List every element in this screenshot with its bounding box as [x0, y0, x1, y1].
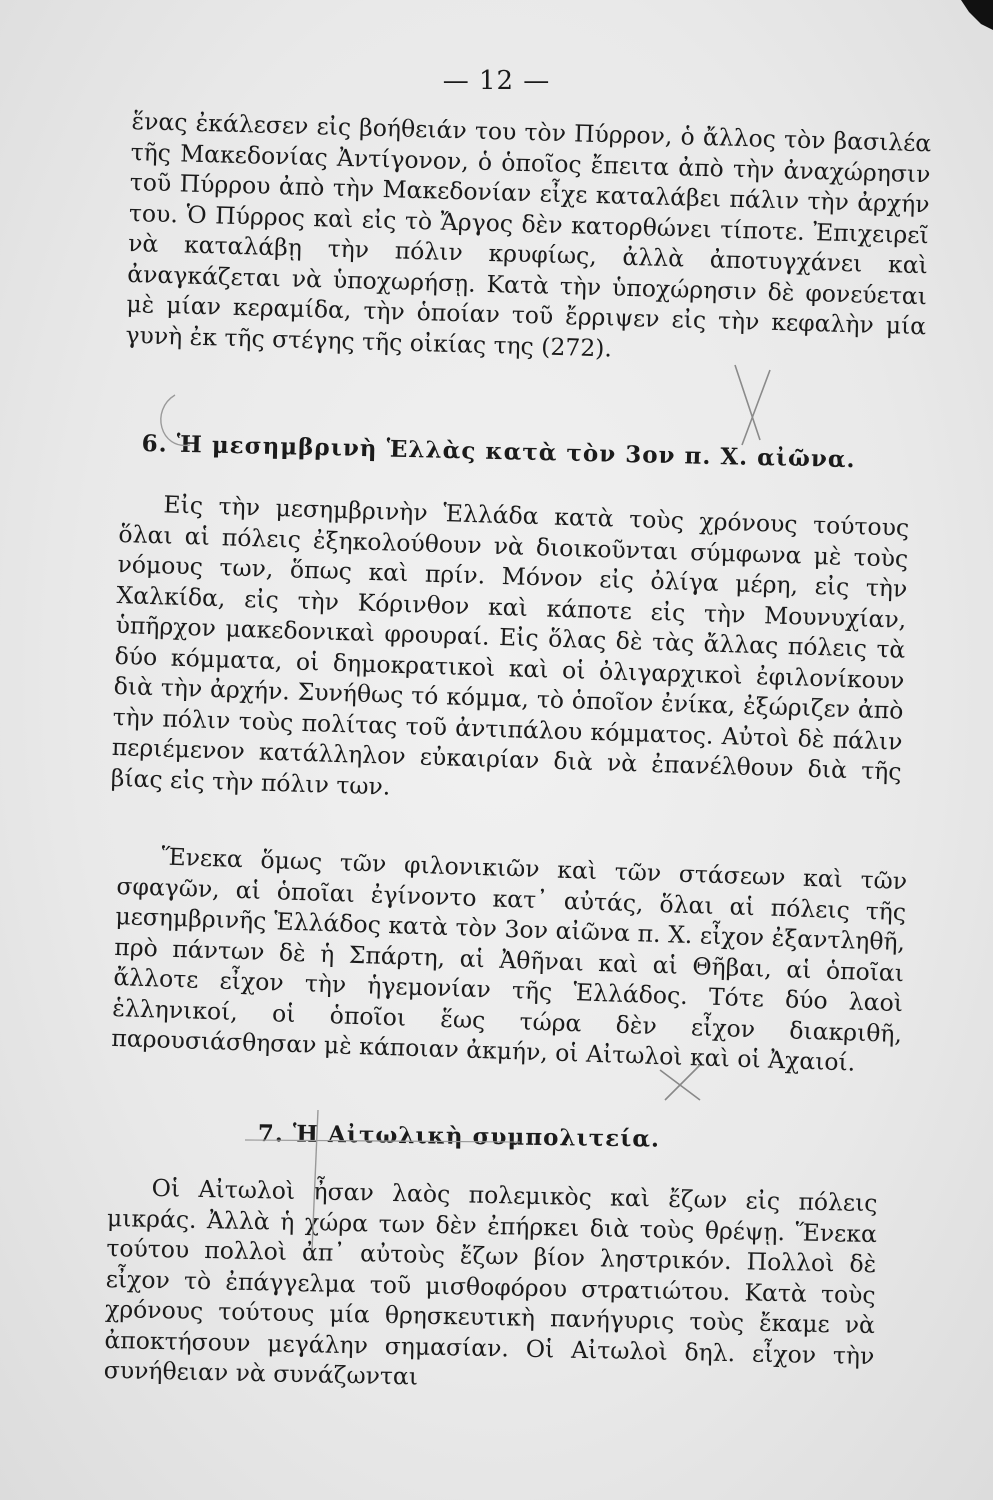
page-number: — 12 —: [442, 66, 551, 96]
paragraph-exhaustion: Ἕνεκα ὅμως τῶν φιλονικιῶν καὶ τῶν στάσεων καὶ τῶν σφαγῶν, αἱ ὁποῖαι ἐγίνοντο κατ᾽ αὐτάς, ὅλαι αἱ πόλεις τῆς μεσημβρινῆς Ἑλλάδος κατὰ τὸν 3ον αἰῶνα π. Χ. εἶχον ἐξαντληθῆ, πρὸ πάντων δὲ ἡ Σπάρτη, αἱ Ἀθῆναι καὶ αἱ Θῆβαι, αἱ ὁποῖαι ἄλλοτε εἶχον τὴν ἡγεμονίαν τῆς Ἑλλάδος. Τότε δύο λαοὶ ἑλληνικοί, οἱ ὁποῖοι ἕως τώρα δὲν εἶχον διακριθῆ, παρουσιάσθησαν μὲ κάποιαν ἀκμήν, οἱ Αἰτωλοὶ καὶ οἱ Ἀχαιοί.: [110, 842, 908, 1077]
scan-corner-mark: [953, 0, 993, 30]
paragraph-aetolians: Οἱ Αἰτωλοὶ ἦσαν λαὸς πολεμικὸς καὶ ἔζων εἰς πόλεις μικράς. Ἀλλὰ ἡ χώρα των δὲν ἐπήρκει διὰ τοὺς θρέψῃ. Ἕνεκα τούτου πολλοὶ ἀπ᾽ αὐτοὺς ἔζων βίον ληστρικόν. Πολλοὶ δὲ εἶχον τὸ ἐπάγγελμα τοῦ μισθοφόρου στρατιώτου. Κατὰ τοὺς χρόνους τούτους μία θρησκευτικὴ πανήγυρις τοὺς ἔκαμε νὰ ἀποκτήσουν μεγάλην σημασίαν. Οἱ Αἰτωλοὶ δηλ. εἶχον τὴν συνήθειαν νὰ συνάζωνται: [103, 1173, 878, 1391]
pencil-cross-mark-1: [735, 365, 770, 445]
paragraph-southern-greece: Εἰς τὴν μεσημβρινὴν Ἑλλάδα κατὰ τοὺς χρόνους τούτους ὅλαι αἱ πόλεις ἐξηκολούθουν νὰ διοικοῦνται σύμφωνα μὲ τοὺς νόμους των, ὅπως καὶ πρίν. Μόνον εἰς ὀλίγα μέρη, εἰς τὴν Χαλκίδα, εἰς τὴν Κόρινθον καὶ κάποτε εἰς τὴν Μουνυχίαν, ὑπῆρχον μακεδονικαὶ φρουραί. Εἰς ὅλας δὲ τὰς ἄλλας πόλεις τὰ δύο κόμματα, οἱ δημοκρατικοὶ καὶ οἱ ὀλιγαρχικοὶ ἐφιλονίκουν διὰ τὴν ἀρχήν. Συνήθως τό κόμμα, τὸ ὁποῖον ἐνίκα, ἐξώριζεν ἀπὸ τὴν πόλιν τοὺς πολίτας τοῦ ἀντιπάλου κόμματος. Αὐτοὶ δὲ πάλιν περιέμενον κατάλληλον εὐκαιρίαν διὰ νὰ ἐπανέλθουν διὰ τῆς βίας εἰς τὴν πόλιν των.: [110, 490, 910, 801]
paragraph-continuation: ἕνας ἐκάλεσεν εἰς βοήθειάν του τὸν Πύρρον, ὁ ἄλλος τὸν βασιλέα τῆς Μακεδονίας Ἀντίγονον, ὁ ὁποῖος ἔπειτα ἀπὸ τὴν ἀναχώρησιν τοῦ Πύρρου ἀπὸ τὴν Μακεδονίαν εἶχε καταλάβει πάλιν τὴν ἀρχήν του. Ὁ Πύρρος καὶ εἰς τὸ Ἄργος δὲν κατορθώνει τίποτε. Ἐπιχειρεῖ νὰ καταλάβῃ τὴν πόλιν κρυφίως, ἀλλὰ ἀποτυγχάνει καὶ ἀναγκάζεται νὰ ὑποχωρήσῃ. Κατὰ τὴν ὑποχώρησιν δὲ φονεύεται μὲ μίαν κεραμίδα, τὴν ὁποίαν τοῦ ἔρριψεν εἰς τὴν κεφαλὴν μία γυνὴ ἐκ τῆς στέγης τῆς οἰκίας της (272).: [125, 106, 932, 362]
section-heading-7: 7. Ἡ Αἰτωλικὴ συμπολιτεία.: [257, 1120, 661, 1153]
text-block-continuation: [125, 106, 932, 372]
text-block-section-6: [110, 488, 909, 818]
section-heading-6: 6. Ἡ μεσημβρινὴ Ἑλλὰς κατὰ τὸν 3ον π. Χ. αἰῶνα.: [141, 430, 856, 474]
text-block-section-7: [104, 1172, 878, 1402]
text-block-section-6-cont: [111, 840, 908, 1080]
